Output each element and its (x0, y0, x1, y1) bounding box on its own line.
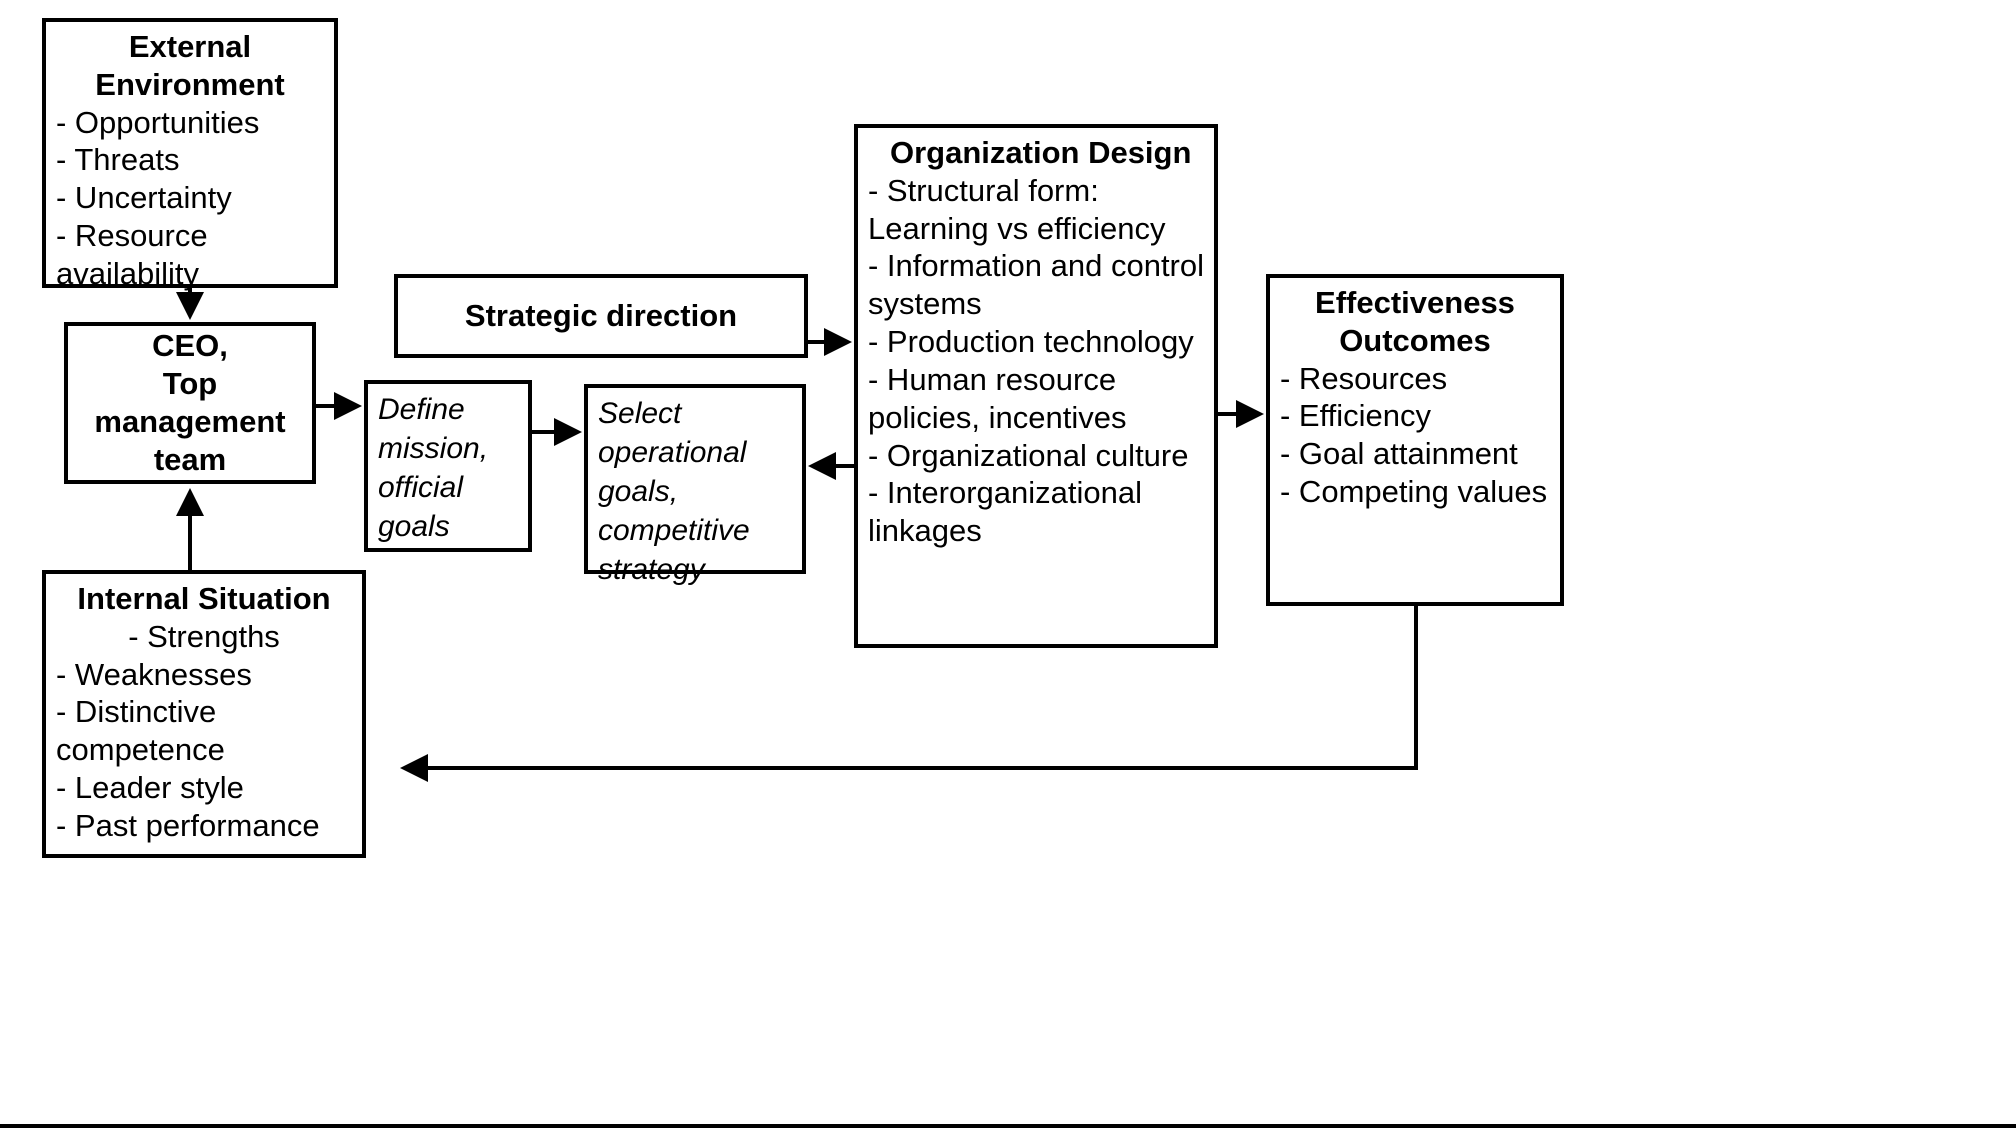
box-external-environment (42, 18, 338, 291)
box-organization-design (854, 124, 1218, 648)
list-item: - Weaknesses (56, 656, 252, 692)
ceo-line: team (153, 441, 227, 477)
list-item: - Interorganizational linkages (868, 475, 1142, 549)
list-item: - Distinctive competence (56, 694, 225, 768)
box-ceo-top-management (64, 322, 316, 484)
list-item: - Goal attainment (1280, 436, 1518, 472)
list-item: - Resources (1280, 360, 1448, 396)
internal-situation-title: Internal Situation (77, 581, 331, 616)
list-item: - Threats (56, 142, 180, 178)
list-item: - Strengths (128, 618, 280, 654)
list-item: - Structural form: Learning vs efficiency (868, 172, 1166, 246)
internal-situation-list (56, 618, 352, 845)
effectiveness-outcomes-title: Effectiveness Outcomes (1315, 285, 1515, 358)
list-item: - Information and control systems (868, 248, 1205, 322)
ceo-line: Top (162, 366, 218, 402)
define-mission-text: Define mission, official goals (378, 393, 489, 543)
select-goals-text: Select operational goals, competitive strategy (598, 397, 750, 586)
ceo-line: CEO, (152, 328, 228, 364)
strategic-direction-title: Strategic direction (464, 298, 738, 334)
list-item: - Uncertainty (56, 180, 232, 216)
list-item: - Leader style (56, 770, 244, 806)
organization-design-title: Organization Design (890, 135, 1192, 170)
list-item: - Opportunities (56, 104, 260, 140)
external-environment-list (56, 104, 324, 293)
list-item: - Production technology (868, 324, 1194, 360)
list-item: - Human resource policies, incentives (868, 361, 1127, 435)
external-environment-title: External Environment (95, 29, 285, 102)
box-define-mission (364, 380, 532, 552)
bottom-divider (0, 1124, 2016, 1128)
effectiveness-outcomes-list (1280, 360, 1550, 511)
box-strategic-direction (394, 274, 808, 358)
ceo-line: management (94, 404, 286, 439)
box-internal-situation (42, 570, 366, 858)
list-item: - Organizational culture (868, 437, 1189, 473)
list-item: - Past performance (56, 807, 320, 843)
organization-design-list (868, 172, 1204, 550)
list-item: - Resource availability (56, 218, 208, 291)
list-item: - Competing values (1280, 474, 1548, 510)
list-item: - Efficiency (1280, 398, 1432, 434)
box-select-goals (584, 384, 806, 586)
box-effectiveness-outcomes (1266, 274, 1564, 606)
